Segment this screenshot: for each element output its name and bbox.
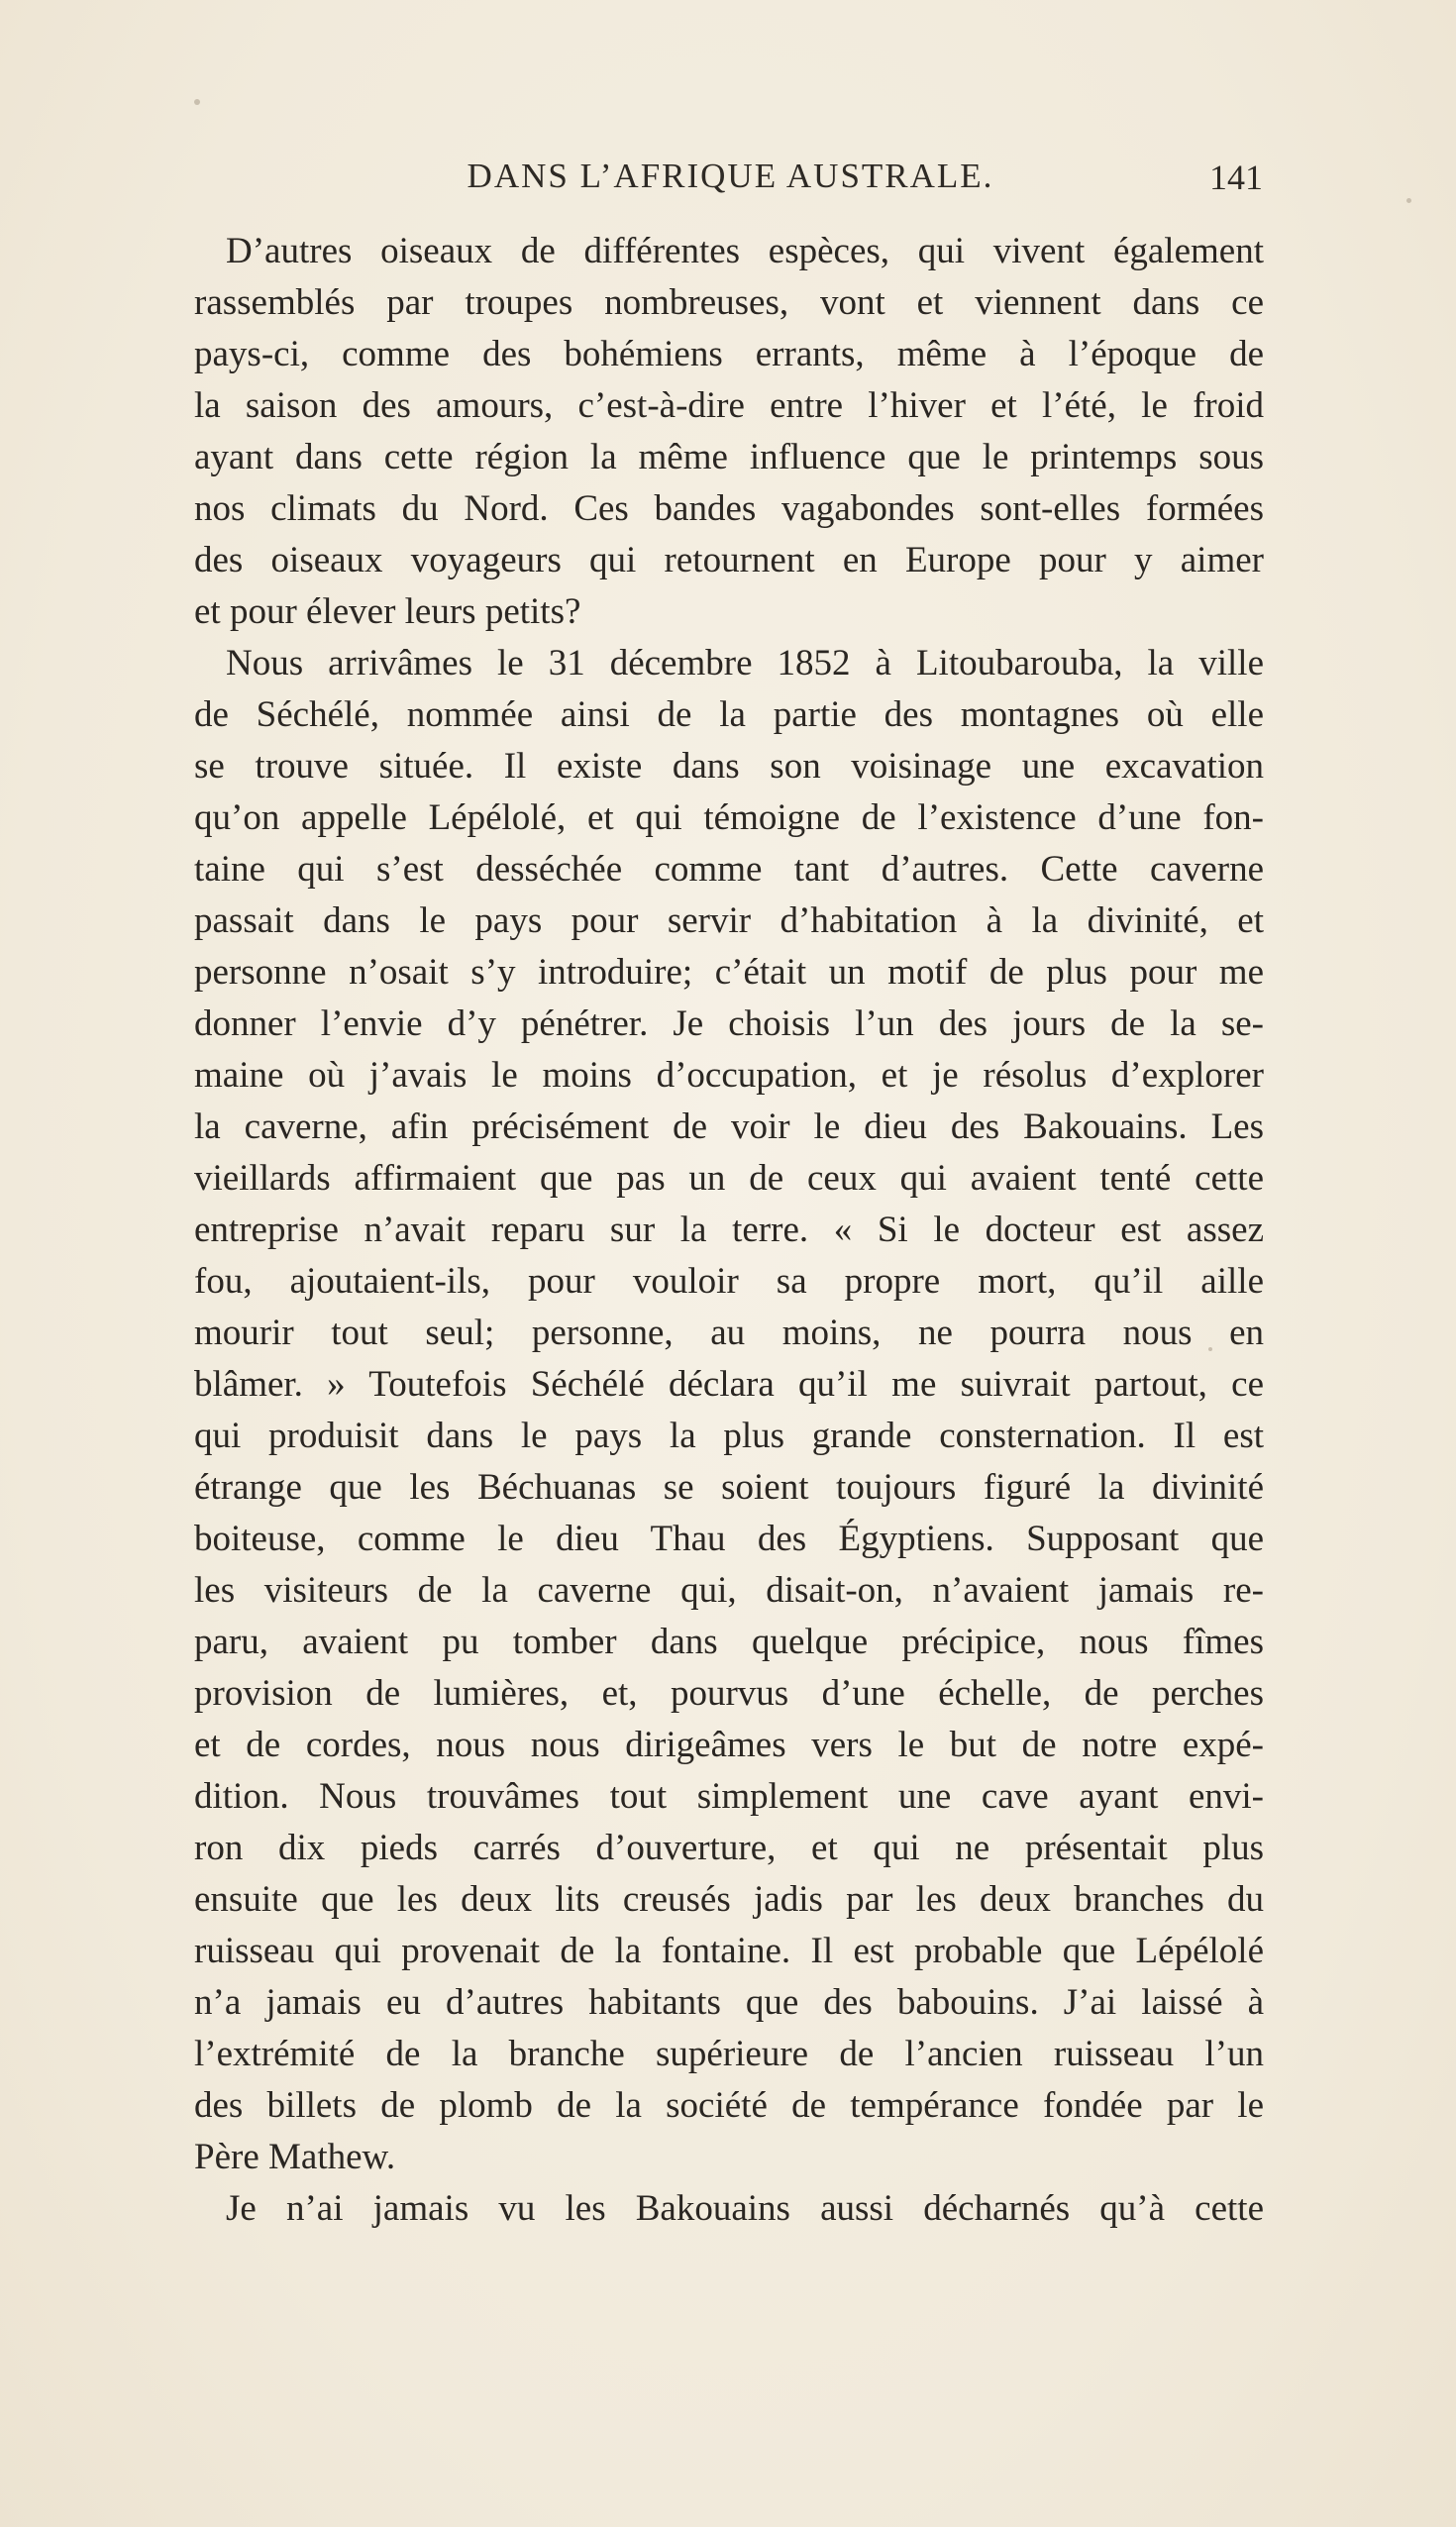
text-line: vieillards affirmaient que pas un de ceux qui avaient tenté cette <box>194 1158 1264 1199</box>
text-line: Nous arrivâmes le 31 décembre 1852 à Litoubarouba, la ville <box>226 643 1264 684</box>
text-line: boiteuse, comme le dieu Thau des Égyptiens. Supposant que <box>194 1519 1264 1559</box>
text-line: des billets de plomb de la société de tempérance fondée par le <box>194 2085 1264 2126</box>
text-line: ruisseau qui provenait de la fontaine. Il est probable que Lépélolé <box>194 1931 1264 1971</box>
text-line: étrange que les Béchuanas se soient toujours figuré la divinité <box>194 1467 1264 1508</box>
text-line: provision de lumières, et, pourvus d’une échelle, de perches <box>194 1673 1264 1714</box>
running-title: DANS L’AFRIQUE AUSTRALE. <box>467 157 994 195</box>
text-line: Père Mathew. <box>194 2137 396 2177</box>
text-line: la caverne, afin précisément de voir le dieu des Bakouains. Les <box>194 1106 1264 1147</box>
text-line: pays-ci, comme des bohémiens errants, même à l’époque de <box>194 334 1264 374</box>
text-line: et de cordes, nous nous dirigeâmes vers le but de notre expé- <box>194 1725 1264 1765</box>
text-line: ayant dans cette région la même influence que le printemps sous <box>194 437 1264 477</box>
text-line: la saison des amours, c’est-à-dire entre l’hiver et l’été, le froid <box>194 385 1264 426</box>
text-line: rassemblés par troupes nombreuses, vont et viennent dans ce <box>194 282 1264 323</box>
text-line: ron dix pieds carrés d’ouverture, et qui ne présentait plus <box>194 1828 1264 1868</box>
text-line: nos climats du Nord. Ces bandes vagabondes sont-elles formées <box>194 488 1264 529</box>
text-line: paru, avaient pu tomber dans quelque précipice, nous fîmes <box>194 1622 1264 1662</box>
text-line: taine qui s’est desséchée comme tant d’autres. Cette caverne <box>194 849 1264 890</box>
text-line: blâmer. » Toutefois Séchélé déclara qu’il me suivrait partout, ce <box>194 1364 1264 1405</box>
page-header <box>198 157 1263 206</box>
text-line: dition. Nous trouvâmes tout simplement une cave ayant envi- <box>194 1776 1264 1817</box>
page-number: 141 <box>1209 158 1263 197</box>
text-line: l’extrémité de la branche supérieure de l’ancien ruisseau l’un <box>194 2034 1264 2074</box>
text-line: entreprise n’avait reparu sur la terre. « Si le docteur est assez <box>194 1210 1264 1250</box>
text-line: fou, ajoutaient-ils, pour vouloir sa propre mort, qu’il aille <box>194 1261 1264 1302</box>
text-line: qu’on appelle Lépélolé, et qui témoigne de l’existence d’une fon- <box>194 797 1264 838</box>
text-line: qui produisit dans le pays la plus grande consternation. Il est <box>194 1416 1264 1456</box>
text-line: des oiseaux voyageurs qui retournent en Europe pour y aimer <box>194 540 1264 580</box>
text-line: personne n’osait s’y introduire; c’était un motif de plus pour me <box>194 952 1264 993</box>
paper-speck <box>1406 198 1411 203</box>
text-line: mourir tout seul; personne, au moins, ne pourra nous en <box>194 1313 1264 1353</box>
text-line: passait dans le pays pour servir d’habitation à la divinité, et <box>194 900 1264 941</box>
text-line: et pour élever leurs petits? <box>194 591 581 632</box>
text-line: se trouve située. Il existe dans son voisinage une excavation <box>194 746 1264 787</box>
text-line: ensuite que les deux lits creusés jadis par les deux branches du <box>194 1879 1264 1920</box>
paper-speck <box>194 99 200 105</box>
text-line: D’autres oiseaux de différentes espèces, qui vivent également <box>226 231 1264 271</box>
text-line: maine où j’avais le moins d’occupation, et je résolus d’explorer <box>194 1055 1264 1096</box>
text-line: de Séchélé, nommée ainsi de la partie des montagnes où elle <box>194 694 1264 735</box>
text-line: donner l’envie d’y pénétrer. Je choisis l’un des jours de la se- <box>194 1003 1264 1044</box>
body-text <box>194 226 1264 2235</box>
text-line: Je n’ai jamais vu les Bakouains aussi décharnés qu’à cette <box>226 2188 1264 2229</box>
text-line: les visiteurs de la caverne qui, disait-on, n’avaient jamais re- <box>194 1570 1264 1611</box>
text-line: n’a jamais eu d’autres habitants que des babouins. J’ai laissé à <box>194 1982 1264 2023</box>
